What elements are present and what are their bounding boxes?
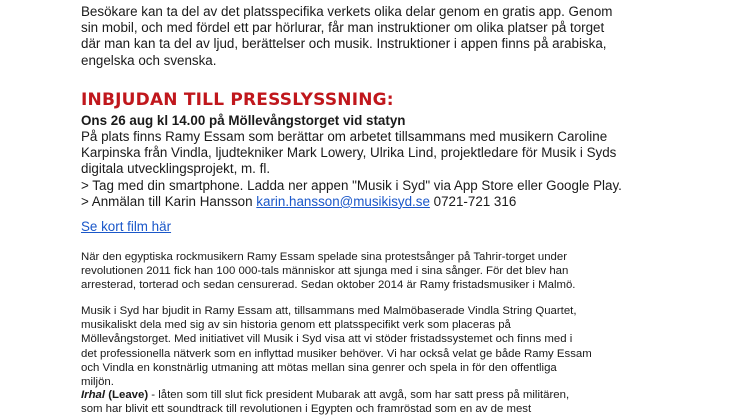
paragraph-line: När den egyptiska rockmusikern Ramy Essam spelade sina protestsånger på Tahrir-torget under <box>81 251 568 263</box>
background-paragraph <box>81 250 681 293</box>
paragraph-line: miljön. <box>81 376 114 389</box>
contact-prefix: > Anmälan till Karin Hansson <box>81 193 257 209</box>
intro-paragraph <box>81 4 681 69</box>
press-contact-line <box>81 194 681 210</box>
contact-phone: 0721-721 316 <box>429 193 517 209</box>
press-event-time: Ons 26 aug kl 14.00 på Möllevångstorget vid statyn <box>81 113 406 128</box>
song-paragraph <box>81 388 681 416</box>
film-link-line <box>81 219 171 235</box>
intro-line: sin mobil, och med fördel ett par hörlurar, får man instruktioner om olika platser på torget <box>81 20 605 36</box>
paragraph-line: musikaliskt dela med sig av sin historia genom ett platsspecifikt verk som placeras på <box>81 319 511 332</box>
intro-line: engelska och svenska. <box>81 52 217 68</box>
intro-line: där man kan ta del av ljud, berättelser och musik. Instruktioner i appen finns på arabiska, <box>81 36 607 52</box>
press-line: digitala utvecklingsprojekt, m. fl. <box>81 161 271 177</box>
short-film-link[interactable]: Se kort film här <box>81 219 172 234</box>
song-line <box>81 388 681 402</box>
paragraph-line: revolutionen 2011 fick han 100 000-tals människor att sjunga med i sina sånger. För det blev han <box>81 265 569 278</box>
song-title: Irhal <box>81 389 106 401</box>
paragraph-line: Möllevångstorget. Med initiativet vill Musik i Syd visa att vi stöder fristadssystemet och finns med i <box>81 333 573 346</box>
contact-email-link[interactable]: karin.hansson@musikisyd.se <box>256 193 430 209</box>
press-line: > Tag med din smartphone. Ladda ner appen "Musik i Syd" via App Store eller Google Play. <box>81 177 622 193</box>
intro-line: Besökare kan ta del av det platsspecifika verkets olika delar genom en gratis app. Genom <box>81 4 613 19</box>
paragraph-line: som har blivit ett soundtrack till revolutionen i Egypten och framröstad som en av de mest <box>81 403 532 416</box>
press-line: På plats finns Ramy Essam som berättar om arbetet tillsammans med musikern Caroline <box>81 129 608 144</box>
paragraph-line: och Vindla en konstnärlig utmaning att mötas mellan sina genrer och spela in för den offentliga <box>81 361 557 374</box>
press-invitation-heading: INBJUDAN TILL PRESSLYSSNING: <box>81 90 394 110</box>
project-paragraph <box>81 304 681 389</box>
paragraph-line: arresterad, torterad och sedan censurerad. Sedan oktober 2014 är Ramy fristadsmusiker i Malmö. <box>81 279 576 292</box>
press-line: Karpinska från Vindla, ljudtekniker Mark Lowery, Ulrika Lind, projektledare för Musik i Syds <box>81 145 617 161</box>
paragraph-line: Musik i Syd har bjudit in Ramy Essam att, tillsammans med Malmöbaserade Vindla String Quartet, <box>81 305 577 317</box>
song-title-note: (Leave) <box>105 389 149 401</box>
song-text: - låten som till slut fick president Mubarak att avgå, som har satt press på militären, <box>148 389 570 401</box>
paragraph-line: det professionella nätverk som en inflyttad musiker behöver. Vi har också velat ge både Ramy Essam <box>81 347 592 360</box>
document-page <box>81 4 681 416</box>
press-invitation-block <box>81 113 681 210</box>
